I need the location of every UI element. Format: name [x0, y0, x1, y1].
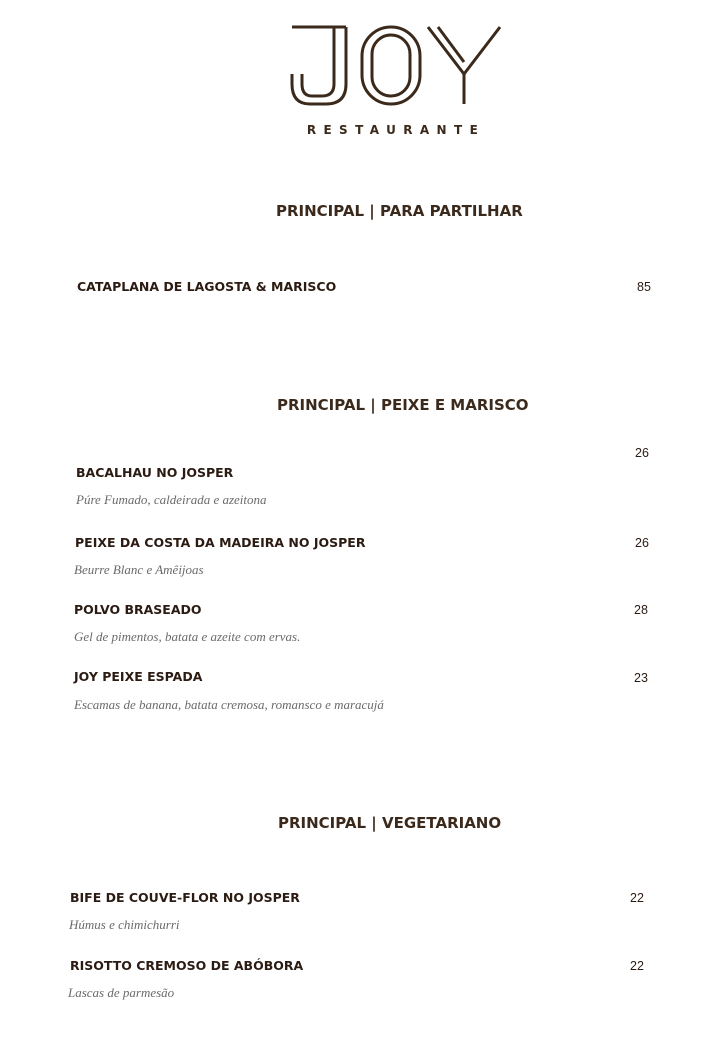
menu-item-price: 23 — [634, 671, 648, 685]
restaurant-logo — [288, 22, 504, 140]
section-title-vegetariano: PRINCIPAL | VEGETARIANO — [278, 814, 502, 832]
menu-item-name: BIFE DE COUVE-FLOR NO JOSPER — [70, 890, 300, 905]
menu-item-price: 85 — [637, 280, 651, 294]
menu-item-name: JOY PEIXE ESPADA — [74, 669, 203, 684]
menu-item-price: 26 — [635, 536, 649, 550]
menu-item-name: BACALHAU NO JOSPER — [76, 465, 234, 480]
menu-item-price: 28 — [634, 603, 648, 617]
menu-item-price: 22 — [630, 891, 644, 905]
menu-item-price: 26 — [635, 446, 649, 460]
menu-item-description: Beurre Blanc e Amêijoas — [74, 562, 204, 577]
menu-item-price: 22 — [630, 959, 644, 973]
menu-item-name: PEIXE DA COSTA DA MADEIRA NO JOSPER — [75, 535, 366, 550]
menu-item-name: RISOTTO CREMOSO DE ABÓBORA — [70, 958, 304, 973]
menu-item-description: Lascas de parmesão — [68, 985, 175, 1000]
menu-item-description: Púre Fumado, caldeirada e azeitona — [76, 492, 267, 507]
menu-item-name: CATAPLANA DE LAGOSTA & MARISCO — [77, 279, 337, 294]
joy-logo-mark — [288, 22, 504, 112]
menu-item-description: Húmus e chimichurri — [69, 917, 180, 932]
restaurant-subtitle: RESTAURANTE — [306, 123, 486, 137]
menu-item-description: Escamas de banana, batata cremosa, romansco e maracujá — [74, 697, 384, 712]
section-title-peixe-e-marisco: PRINCIPAL | PEIXE E MARISCO — [277, 396, 529, 414]
menu-item-description: Gel de pimentos, batata e azeite com ervas. — [74, 629, 301, 644]
menu-item-name: POLVO BRASEADO — [74, 602, 202, 617]
section-title-para-partilhar: PRINCIPAL | PARA PARTILHAR — [276, 202, 523, 220]
